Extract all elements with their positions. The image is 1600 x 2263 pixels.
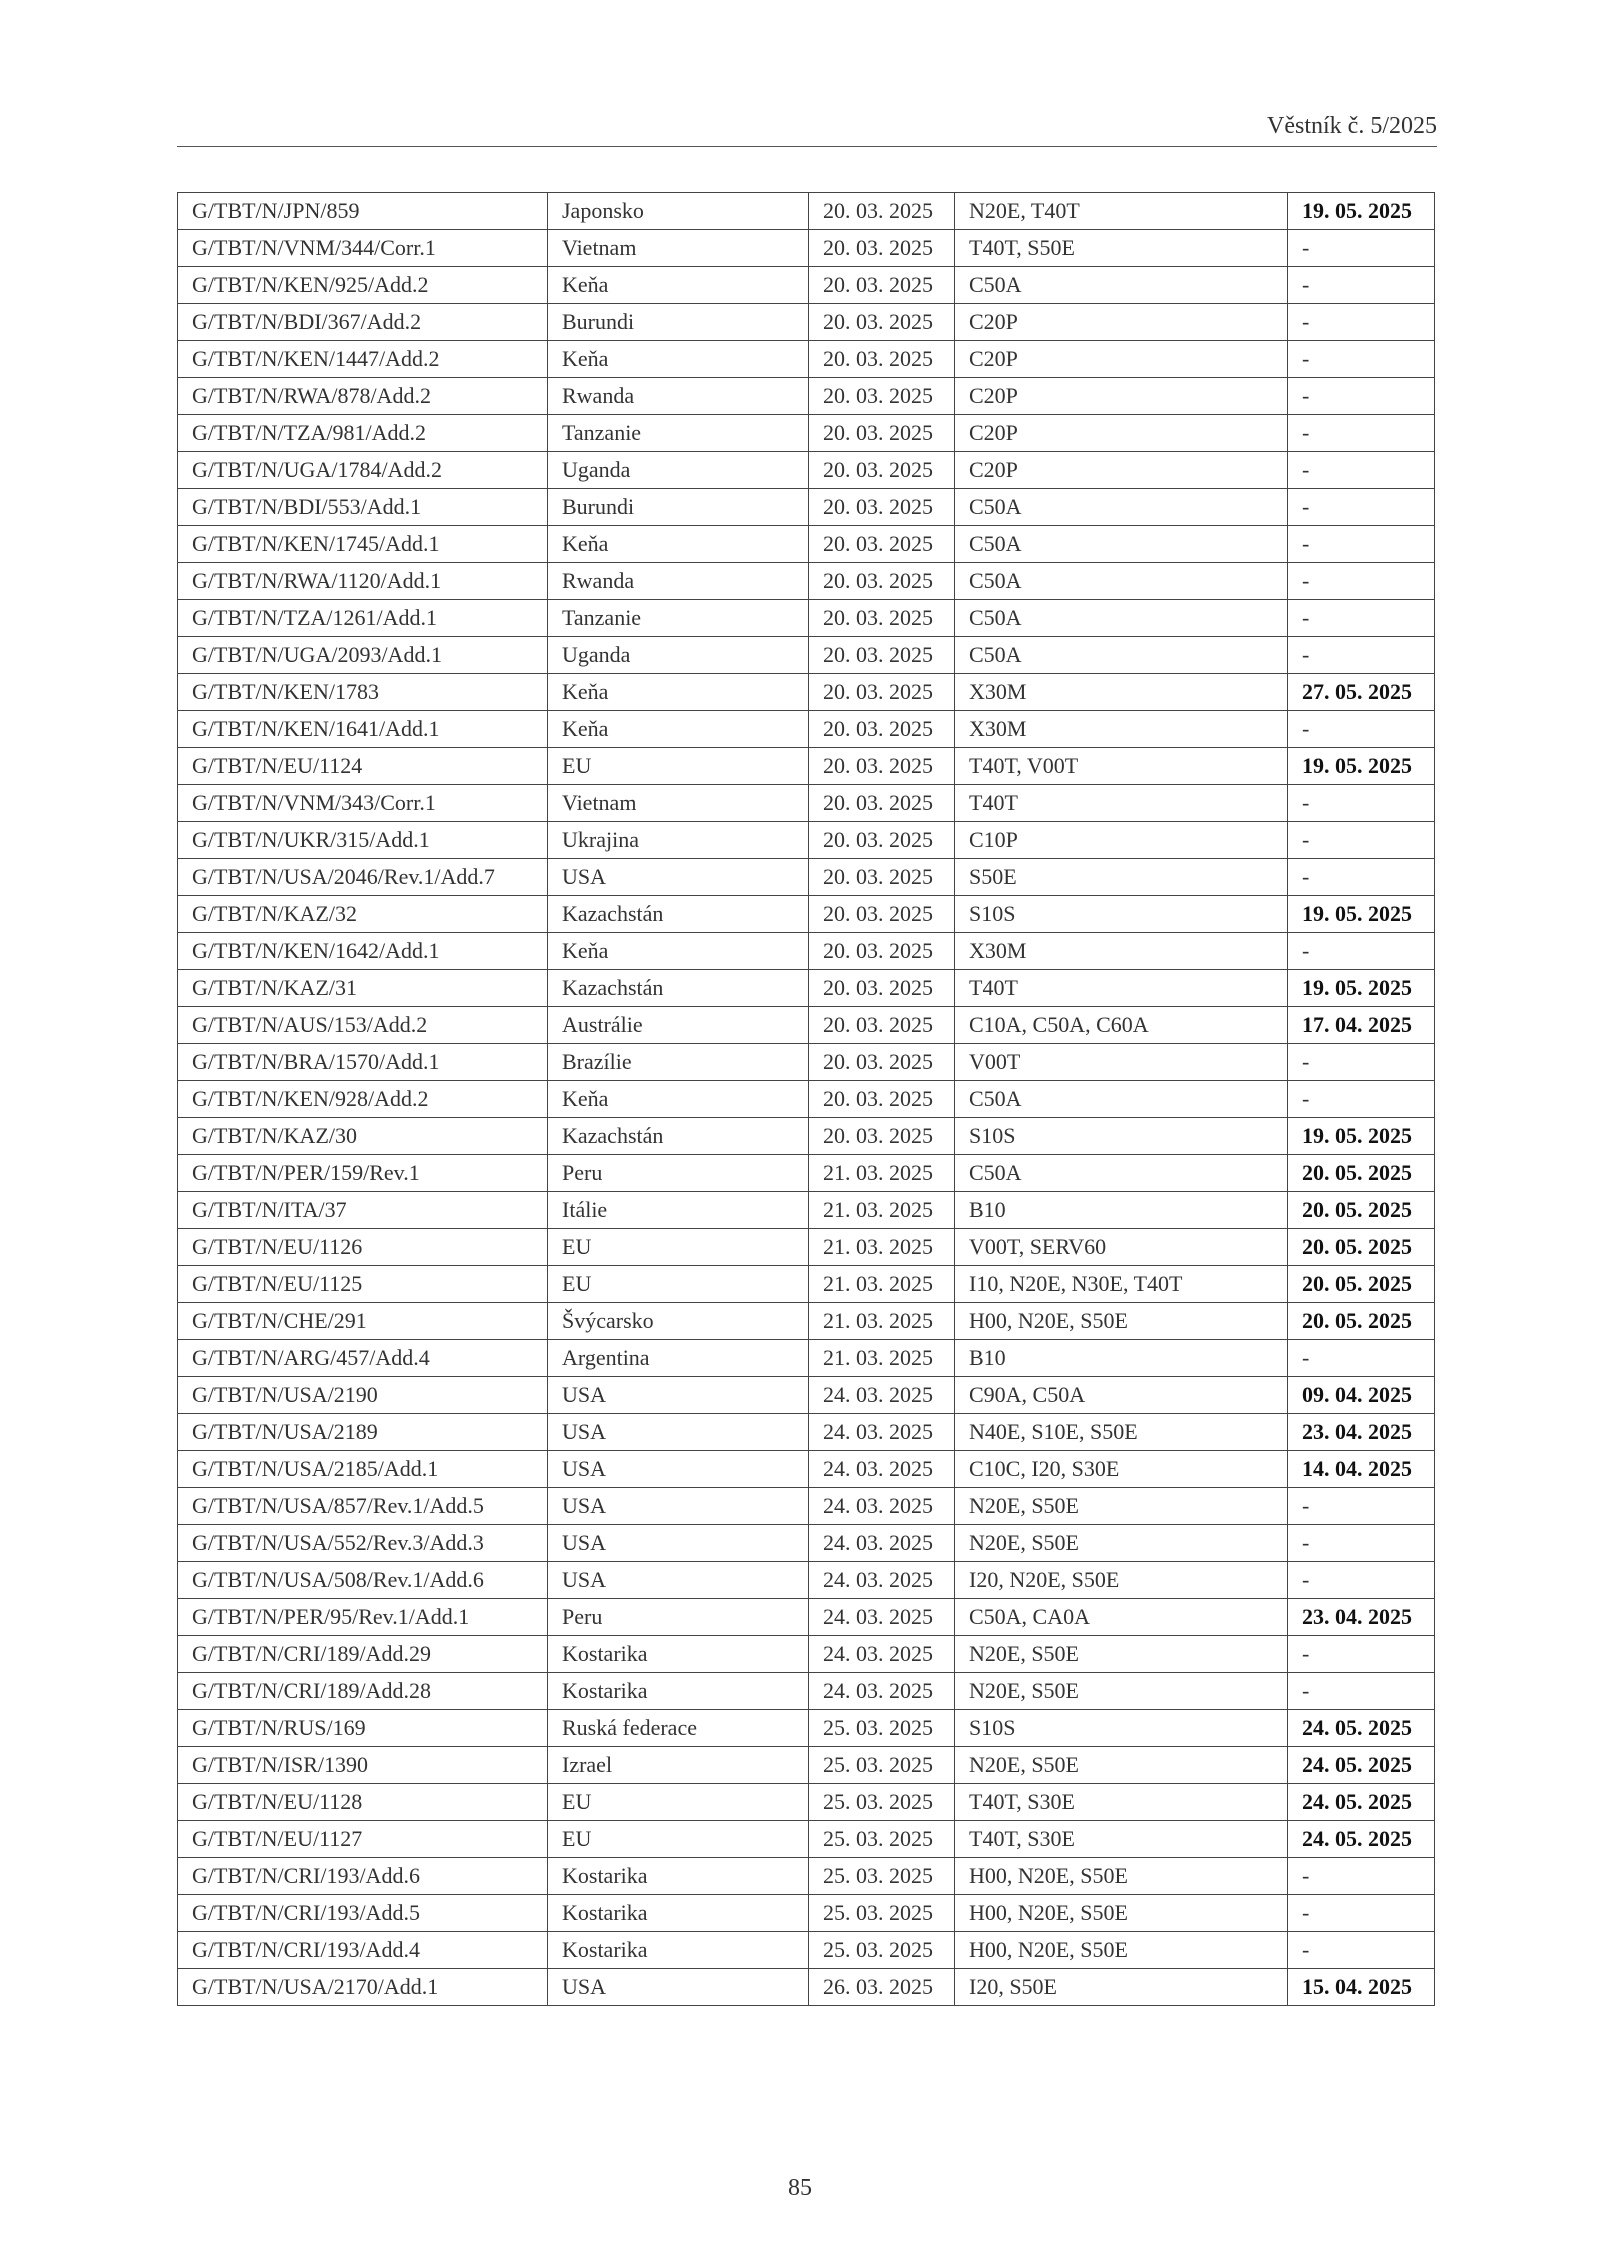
- country-cell: Kazachstán: [548, 970, 809, 1007]
- deadline-cell: 19. 05. 2025: [1288, 1118, 1435, 1155]
- deadline-cell: 14. 04. 2025: [1288, 1451, 1435, 1488]
- deadline-cell: 24. 05. 2025: [1288, 1710, 1435, 1747]
- notification-id-cell: G/TBT/N/EU/1128: [178, 1784, 548, 1821]
- codes-cell: C10P: [955, 822, 1288, 859]
- deadline-cell: 19. 05. 2025: [1288, 193, 1435, 230]
- notification-id-cell: G/TBT/N/ARG/457/Add.4: [178, 1340, 548, 1377]
- deadline-cell: -: [1288, 1673, 1435, 1710]
- deadline-cell: -: [1288, 1562, 1435, 1599]
- country-cell: Kazachstán: [548, 1118, 809, 1155]
- date-cell: 25. 03. 2025: [809, 1858, 955, 1895]
- date-cell: 24. 03. 2025: [809, 1414, 955, 1451]
- deadline-cell: -: [1288, 304, 1435, 341]
- page-number: 85: [788, 2175, 812, 2201]
- date-cell: 20. 03. 2025: [809, 1044, 955, 1081]
- codes-cell: C20P: [955, 304, 1288, 341]
- date-cell: 20. 03. 2025: [809, 896, 955, 933]
- country-cell: Rwanda: [548, 563, 809, 600]
- notification-id-cell: G/TBT/N/KEN/928/Add.2: [178, 1081, 548, 1118]
- deadline-cell: 09. 04. 2025: [1288, 1377, 1435, 1414]
- notification-id-cell: G/TBT/N/RUS/169: [178, 1710, 548, 1747]
- country-cell: Rwanda: [548, 378, 809, 415]
- country-cell: Ukrajina: [548, 822, 809, 859]
- date-cell: 20. 03. 2025: [809, 526, 955, 563]
- table-row: [178, 1784, 1435, 1821]
- deadline-cell: -: [1288, 637, 1435, 674]
- deadline-cell: -: [1288, 1895, 1435, 1932]
- date-cell: 20. 03. 2025: [809, 193, 955, 230]
- table-row: [178, 415, 1435, 452]
- codes-cell: C50A: [955, 489, 1288, 526]
- notification-id-cell: G/TBT/N/KAZ/30: [178, 1118, 548, 1155]
- deadline-cell: -: [1288, 1932, 1435, 1969]
- country-cell: Tanzanie: [548, 415, 809, 452]
- date-cell: 20. 03. 2025: [809, 674, 955, 711]
- table-row: [178, 896, 1435, 933]
- table-row: [178, 1599, 1435, 1636]
- deadline-cell: -: [1288, 415, 1435, 452]
- notification-id-cell: G/TBT/N/EU/1126: [178, 1229, 548, 1266]
- notification-id-cell: G/TBT/N/CRI/193/Add.4: [178, 1932, 548, 1969]
- date-cell: 24. 03. 2025: [809, 1599, 955, 1636]
- table-row: [178, 859, 1435, 896]
- codes-cell: C50A, CA0A: [955, 1599, 1288, 1636]
- deadline-cell: -: [1288, 822, 1435, 859]
- date-cell: 24. 03. 2025: [809, 1451, 955, 1488]
- notification-id-cell: G/TBT/N/ITA/37: [178, 1192, 548, 1229]
- notification-id-cell: G/TBT/N/AUS/153/Add.2: [178, 1007, 548, 1044]
- deadline-cell: -: [1288, 1081, 1435, 1118]
- table-row: [178, 378, 1435, 415]
- codes-cell: C10C, I20, S30E: [955, 1451, 1288, 1488]
- codes-cell: V00T: [955, 1044, 1288, 1081]
- codes-cell: C50A: [955, 526, 1288, 563]
- date-cell: 25. 03. 2025: [809, 1747, 955, 1784]
- table-row: [178, 822, 1435, 859]
- deadline-cell: 20. 05. 2025: [1288, 1155, 1435, 1192]
- date-cell: 20. 03. 2025: [809, 378, 955, 415]
- notification-id-cell: G/TBT/N/EU/1124: [178, 748, 548, 785]
- codes-cell: S50E: [955, 859, 1288, 896]
- date-cell: 25. 03. 2025: [809, 1784, 955, 1821]
- notification-id-cell: G/TBT/N/UKR/315/Add.1: [178, 822, 548, 859]
- deadline-cell: 23. 04. 2025: [1288, 1599, 1435, 1636]
- deadline-cell: -: [1288, 1340, 1435, 1377]
- deadline-cell: -: [1288, 378, 1435, 415]
- notification-id-cell: G/TBT/N/ISR/1390: [178, 1747, 548, 1784]
- country-cell: Vietnam: [548, 785, 809, 822]
- country-cell: Argentina: [548, 1340, 809, 1377]
- deadline-cell: 15. 04. 2025: [1288, 1969, 1435, 2006]
- date-cell: 20. 03. 2025: [809, 822, 955, 859]
- deadline-cell: 24. 05. 2025: [1288, 1821, 1435, 1858]
- codes-cell: C20P: [955, 378, 1288, 415]
- date-cell: 25. 03. 2025: [809, 1821, 955, 1858]
- codes-cell: B10: [955, 1340, 1288, 1377]
- country-cell: Kostarika: [548, 1673, 809, 1710]
- country-cell: Keňa: [548, 526, 809, 563]
- date-cell: 20. 03. 2025: [809, 748, 955, 785]
- country-cell: Uganda: [548, 452, 809, 489]
- notification-id-cell: G/TBT/N/USA/508/Rev.1/Add.6: [178, 1562, 548, 1599]
- table-row: [178, 193, 1435, 230]
- deadline-cell: -: [1288, 526, 1435, 563]
- codes-cell: S10S: [955, 1118, 1288, 1155]
- country-cell: USA: [548, 1377, 809, 1414]
- date-cell: 20. 03. 2025: [809, 933, 955, 970]
- codes-cell: H00, N20E, S50E: [955, 1858, 1288, 1895]
- country-cell: Keňa: [548, 341, 809, 378]
- table-row: [178, 304, 1435, 341]
- date-cell: 24. 03. 2025: [809, 1562, 955, 1599]
- date-cell: 20. 03. 2025: [809, 970, 955, 1007]
- notification-id-cell: G/TBT/N/EU/1125: [178, 1266, 548, 1303]
- date-cell: 21. 03. 2025: [809, 1340, 955, 1377]
- table-row: [178, 1673, 1435, 1710]
- codes-cell: N20E, S50E: [955, 1747, 1288, 1784]
- notification-id-cell: G/TBT/N/PER/95/Rev.1/Add.1: [178, 1599, 548, 1636]
- table-row: [178, 1747, 1435, 1784]
- date-cell: 20. 03. 2025: [809, 489, 955, 526]
- codes-cell: N20E, S50E: [955, 1636, 1288, 1673]
- codes-cell: N40E, S10E, S50E: [955, 1414, 1288, 1451]
- table-row: [178, 1414, 1435, 1451]
- date-cell: 24. 03. 2025: [809, 1673, 955, 1710]
- notification-id-cell: G/TBT/N/KEN/1642/Add.1: [178, 933, 548, 970]
- table-row: [178, 600, 1435, 637]
- date-cell: 20. 03. 2025: [809, 563, 955, 600]
- date-cell: 21. 03. 2025: [809, 1266, 955, 1303]
- table-row: [178, 785, 1435, 822]
- codes-cell: V00T, SERV60: [955, 1229, 1288, 1266]
- table-row: [178, 1007, 1435, 1044]
- table-row: [178, 1155, 1435, 1192]
- codes-cell: X30M: [955, 674, 1288, 711]
- date-cell: 21. 03. 2025: [809, 1303, 955, 1340]
- country-cell: EU: [548, 1821, 809, 1858]
- deadline-cell: 17. 04. 2025: [1288, 1007, 1435, 1044]
- country-cell: Keňa: [548, 1081, 809, 1118]
- table-row: [178, 267, 1435, 304]
- notification-id-cell: G/TBT/N/PER/159/Rev.1: [178, 1155, 548, 1192]
- date-cell: 20. 03. 2025: [809, 230, 955, 267]
- codes-cell: C20P: [955, 452, 1288, 489]
- deadline-cell: 24. 05. 2025: [1288, 1784, 1435, 1821]
- table-row: [178, 1192, 1435, 1229]
- codes-cell: N20E, S50E: [955, 1525, 1288, 1562]
- codes-cell: C20P: [955, 341, 1288, 378]
- table-row: [178, 748, 1435, 785]
- codes-cell: C20P: [955, 415, 1288, 452]
- country-cell: Austrálie: [548, 1007, 809, 1044]
- table-row: [178, 563, 1435, 600]
- codes-cell: X30M: [955, 711, 1288, 748]
- table-row: [178, 1525, 1435, 1562]
- notification-id-cell: G/TBT/N/KAZ/31: [178, 970, 548, 1007]
- notification-id-cell: G/TBT/N/JPN/859: [178, 193, 548, 230]
- deadline-cell: -: [1288, 563, 1435, 600]
- country-cell: Tanzanie: [548, 600, 809, 637]
- date-cell: 20. 03. 2025: [809, 415, 955, 452]
- page-header: [177, 112, 1437, 147]
- country-cell: USA: [548, 1488, 809, 1525]
- notification-id-cell: G/TBT/N/USA/857/Rev.1/Add.5: [178, 1488, 548, 1525]
- country-cell: Uganda: [548, 637, 809, 674]
- codes-cell: I20, S50E: [955, 1969, 1288, 2006]
- deadline-cell: -: [1288, 933, 1435, 970]
- table-body: [178, 193, 1435, 2006]
- country-cell: USA: [548, 1414, 809, 1451]
- notification-id-cell: G/TBT/N/KEN/1783: [178, 674, 548, 711]
- deadline-cell: 19. 05. 2025: [1288, 748, 1435, 785]
- deadline-cell: -: [1288, 785, 1435, 822]
- publication-title: Věstník č. 5/2025: [1267, 113, 1437, 139]
- notification-id-cell: G/TBT/N/USA/2190: [178, 1377, 548, 1414]
- codes-cell: T40T, S50E: [955, 230, 1288, 267]
- notification-id-cell: G/TBT/N/KEN/1641/Add.1: [178, 711, 548, 748]
- table-row: [178, 1229, 1435, 1266]
- country-cell: EU: [548, 748, 809, 785]
- country-cell: Japonsko: [548, 193, 809, 230]
- date-cell: 20. 03. 2025: [809, 1081, 955, 1118]
- codes-cell: B10: [955, 1192, 1288, 1229]
- notifications-table: [177, 192, 1435, 2006]
- date-cell: 25. 03. 2025: [809, 1932, 955, 1969]
- deadline-cell: -: [1288, 1044, 1435, 1081]
- deadline-cell: 23. 04. 2025: [1288, 1414, 1435, 1451]
- notification-id-cell: G/TBT/N/CRI/189/Add.29: [178, 1636, 548, 1673]
- notification-id-cell: G/TBT/N/EU/1127: [178, 1821, 548, 1858]
- date-cell: 20. 03. 2025: [809, 304, 955, 341]
- deadline-cell: -: [1288, 1488, 1435, 1525]
- deadline-cell: -: [1288, 452, 1435, 489]
- country-cell: Kostarika: [548, 1636, 809, 1673]
- codes-cell: N20E, T40T: [955, 193, 1288, 230]
- date-cell: 20. 03. 2025: [809, 637, 955, 674]
- date-cell: 24. 03. 2025: [809, 1636, 955, 1673]
- deadline-cell: 20. 05. 2025: [1288, 1303, 1435, 1340]
- date-cell: 25. 03. 2025: [809, 1895, 955, 1932]
- date-cell: 25. 03. 2025: [809, 1710, 955, 1747]
- deadline-cell: 19. 05. 2025: [1288, 896, 1435, 933]
- deadline-cell: -: [1288, 230, 1435, 267]
- table-row: [178, 933, 1435, 970]
- date-cell: 20. 03. 2025: [809, 1118, 955, 1155]
- notification-id-cell: G/TBT/N/USA/2170/Add.1: [178, 1969, 548, 2006]
- date-cell: 24. 03. 2025: [809, 1525, 955, 1562]
- country-cell: Ruská federace: [548, 1710, 809, 1747]
- date-cell: 20. 03. 2025: [809, 711, 955, 748]
- country-cell: Brazílie: [548, 1044, 809, 1081]
- deadline-cell: 20. 05. 2025: [1288, 1229, 1435, 1266]
- country-cell: Burundi: [548, 304, 809, 341]
- deadline-cell: -: [1288, 1525, 1435, 1562]
- codes-cell: I10, N20E, N30E, T40T: [955, 1266, 1288, 1303]
- table-row: [178, 637, 1435, 674]
- country-cell: Keňa: [548, 933, 809, 970]
- codes-cell: T40T, S30E: [955, 1821, 1288, 1858]
- deadline-cell: 27. 05. 2025: [1288, 674, 1435, 711]
- notification-id-cell: G/TBT/N/USA/2046/Rev.1/Add.7: [178, 859, 548, 896]
- table-row: [178, 526, 1435, 563]
- codes-cell: T40T: [955, 970, 1288, 1007]
- notification-id-cell: G/TBT/N/BRA/1570/Add.1: [178, 1044, 548, 1081]
- table-row: [178, 1858, 1435, 1895]
- table-row: [178, 1451, 1435, 1488]
- country-cell: EU: [548, 1784, 809, 1821]
- date-cell: 21. 03. 2025: [809, 1192, 955, 1229]
- codes-cell: C50A: [955, 1081, 1288, 1118]
- country-cell: Kostarika: [548, 1932, 809, 1969]
- date-cell: 21. 03. 2025: [809, 1155, 955, 1192]
- country-cell: Švýcarsko: [548, 1303, 809, 1340]
- country-cell: Itálie: [548, 1192, 809, 1229]
- codes-cell: C50A: [955, 600, 1288, 637]
- table-row: [178, 452, 1435, 489]
- table-row: [178, 1710, 1435, 1747]
- table-row: [178, 711, 1435, 748]
- codes-cell: T40T, V00T: [955, 748, 1288, 785]
- country-cell: Peru: [548, 1155, 809, 1192]
- country-cell: Vietnam: [548, 230, 809, 267]
- table-row: [178, 1821, 1435, 1858]
- notification-id-cell: G/TBT/N/RWA/878/Add.2: [178, 378, 548, 415]
- codes-cell: H00, N20E, S50E: [955, 1895, 1288, 1932]
- table-row: [178, 1969, 1435, 2006]
- notification-id-cell: G/TBT/N/CHE/291: [178, 1303, 548, 1340]
- codes-cell: T40T: [955, 785, 1288, 822]
- deadline-cell: 19. 05. 2025: [1288, 970, 1435, 1007]
- deadline-cell: -: [1288, 341, 1435, 378]
- notification-id-cell: G/TBT/N/UGA/2093/Add.1: [178, 637, 548, 674]
- deadline-cell: 24. 05. 2025: [1288, 1747, 1435, 1784]
- deadline-cell: 20. 05. 2025: [1288, 1192, 1435, 1229]
- country-cell: USA: [548, 859, 809, 896]
- notification-id-cell: G/TBT/N/TZA/981/Add.2: [178, 415, 548, 452]
- date-cell: 20. 03. 2025: [809, 452, 955, 489]
- notification-id-cell: G/TBT/N/TZA/1261/Add.1: [178, 600, 548, 637]
- codes-cell: C50A: [955, 1155, 1288, 1192]
- table-row: [178, 1081, 1435, 1118]
- deadline-cell: 20. 05. 2025: [1288, 1266, 1435, 1303]
- codes-cell: H00, N20E, S50E: [955, 1932, 1288, 1969]
- deadline-cell: -: [1288, 711, 1435, 748]
- date-cell: 24. 03. 2025: [809, 1488, 955, 1525]
- country-cell: USA: [548, 1451, 809, 1488]
- table-row: [178, 1266, 1435, 1303]
- notification-id-cell: G/TBT/N/VNM/343/Corr.1: [178, 785, 548, 822]
- notification-id-cell: G/TBT/N/USA/2189: [178, 1414, 548, 1451]
- codes-cell: C10A, C50A, C60A: [955, 1007, 1288, 1044]
- notification-id-cell: G/TBT/N/CRI/189/Add.28: [178, 1673, 548, 1710]
- date-cell: 20. 03. 2025: [809, 600, 955, 637]
- country-cell: USA: [548, 1562, 809, 1599]
- table-row: [178, 1044, 1435, 1081]
- deadline-cell: -: [1288, 1636, 1435, 1673]
- notification-id-cell: G/TBT/N/KEN/1447/Add.2: [178, 341, 548, 378]
- deadline-cell: -: [1288, 600, 1435, 637]
- country-cell: Peru: [548, 1599, 809, 1636]
- notification-id-cell: G/TBT/N/USA/552/Rev.3/Add.3: [178, 1525, 548, 1562]
- date-cell: 21. 03. 2025: [809, 1229, 955, 1266]
- table-row: [178, 1932, 1435, 1969]
- date-cell: 20. 03. 2025: [809, 341, 955, 378]
- country-cell: Keňa: [548, 267, 809, 304]
- codes-cell: C50A: [955, 563, 1288, 600]
- codes-cell: N20E, S50E: [955, 1488, 1288, 1525]
- table-row: [178, 1488, 1435, 1525]
- table-row: [178, 1562, 1435, 1599]
- country-cell: Kostarika: [548, 1858, 809, 1895]
- deadline-cell: -: [1288, 859, 1435, 896]
- codes-cell: H00, N20E, S50E: [955, 1303, 1288, 1340]
- table-row: [178, 1377, 1435, 1414]
- table-row: [178, 1895, 1435, 1932]
- notification-id-cell: G/TBT/N/KEN/1745/Add.1: [178, 526, 548, 563]
- codes-cell: C50A: [955, 637, 1288, 674]
- codes-cell: T40T, S30E: [955, 1784, 1288, 1821]
- country-cell: EU: [548, 1266, 809, 1303]
- table-row: [178, 230, 1435, 267]
- country-cell: USA: [548, 1969, 809, 2006]
- table-row: [178, 970, 1435, 1007]
- codes-cell: C90A, C50A: [955, 1377, 1288, 1414]
- notification-id-cell: G/TBT/N/BDI/367/Add.2: [178, 304, 548, 341]
- country-cell: Burundi: [548, 489, 809, 526]
- codes-cell: N20E, S50E: [955, 1673, 1288, 1710]
- date-cell: 20. 03. 2025: [809, 1007, 955, 1044]
- deadline-cell: -: [1288, 267, 1435, 304]
- country-cell: Izrael: [548, 1747, 809, 1784]
- date-cell: 20. 03. 2025: [809, 859, 955, 896]
- table-row: [178, 1303, 1435, 1340]
- codes-cell: S10S: [955, 1710, 1288, 1747]
- codes-cell: X30M: [955, 933, 1288, 970]
- country-cell: USA: [548, 1525, 809, 1562]
- notification-id-cell: G/TBT/N/RWA/1120/Add.1: [178, 563, 548, 600]
- codes-cell: S10S: [955, 896, 1288, 933]
- notification-id-cell: G/TBT/N/CRI/193/Add.6: [178, 1858, 548, 1895]
- table-row: [178, 1118, 1435, 1155]
- table-row: [178, 341, 1435, 378]
- notification-id-cell: G/TBT/N/KAZ/32: [178, 896, 548, 933]
- codes-cell: C50A: [955, 267, 1288, 304]
- date-cell: 26. 03. 2025: [809, 1969, 955, 2006]
- codes-cell: I20, N20E, S50E: [955, 1562, 1288, 1599]
- table-row: [178, 1636, 1435, 1673]
- country-cell: EU: [548, 1229, 809, 1266]
- country-cell: Kostarika: [548, 1895, 809, 1932]
- deadline-cell: -: [1288, 489, 1435, 526]
- country-cell: Keňa: [548, 711, 809, 748]
- notification-id-cell: G/TBT/N/USA/2185/Add.1: [178, 1451, 548, 1488]
- table-row: [178, 489, 1435, 526]
- table-row: [178, 1340, 1435, 1377]
- notification-id-cell: G/TBT/N/KEN/925/Add.2: [178, 267, 548, 304]
- date-cell: 24. 03. 2025: [809, 1377, 955, 1414]
- notification-id-cell: G/TBT/N/CRI/193/Add.5: [178, 1895, 548, 1932]
- notification-id-cell: G/TBT/N/BDI/553/Add.1: [178, 489, 548, 526]
- notification-id-cell: G/TBT/N/UGA/1784/Add.2: [178, 452, 548, 489]
- country-cell: Keňa: [548, 674, 809, 711]
- date-cell: 20. 03. 2025: [809, 785, 955, 822]
- country-cell: Kazachstán: [548, 896, 809, 933]
- date-cell: 20. 03. 2025: [809, 267, 955, 304]
- table-row: [178, 674, 1435, 711]
- notification-id-cell: G/TBT/N/VNM/344/Corr.1: [178, 230, 548, 267]
- deadline-cell: -: [1288, 1858, 1435, 1895]
